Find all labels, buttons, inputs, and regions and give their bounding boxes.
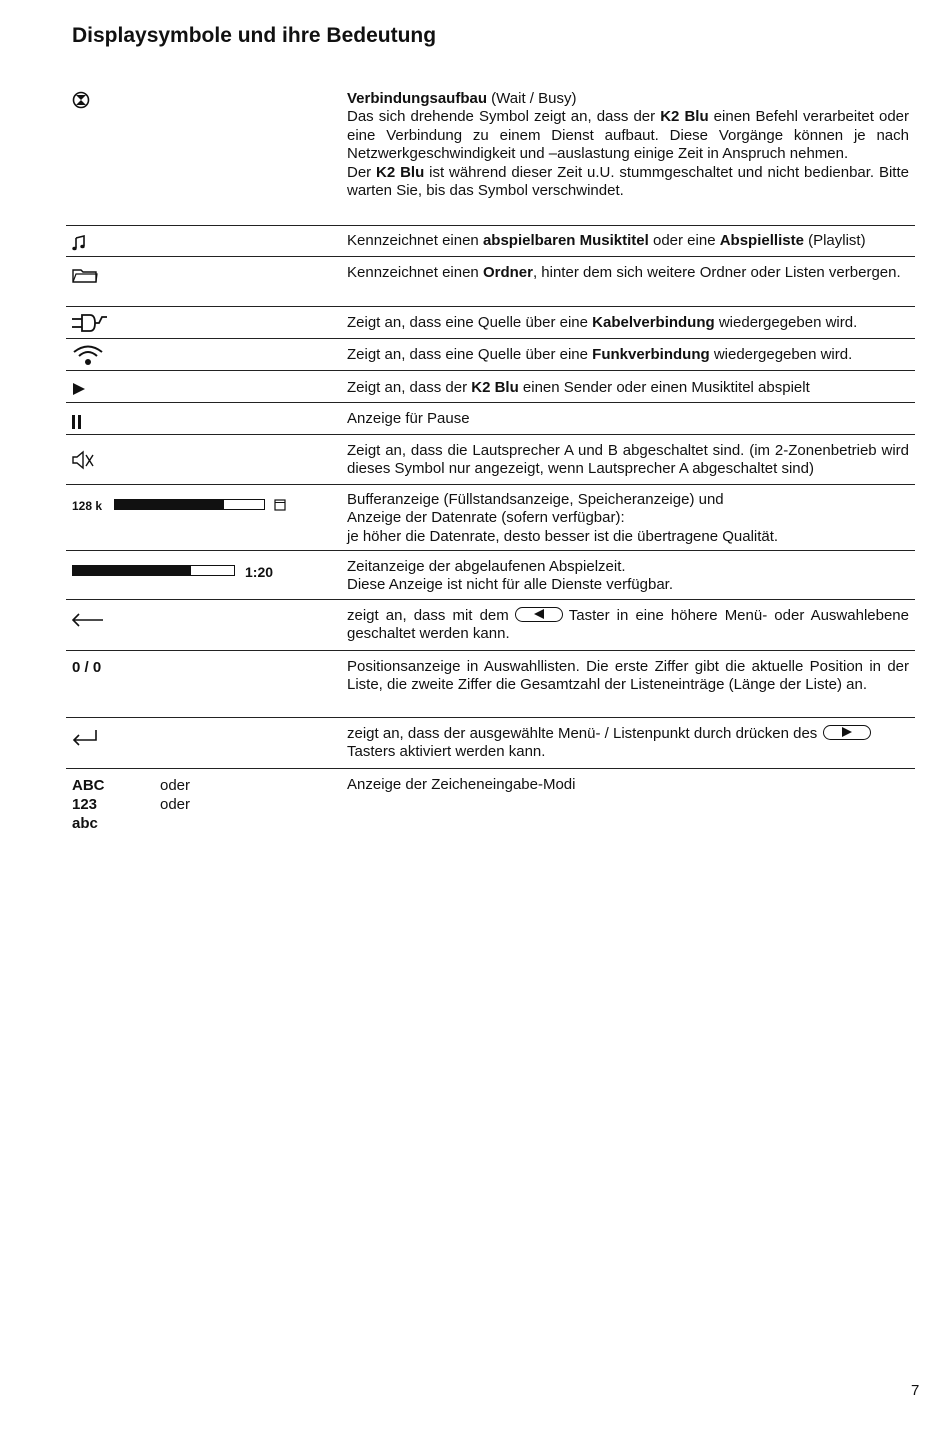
oder-labels: oder oder [160,777,191,813]
symbol-description: Bufferanzeige (Füllstandsanzeige, Speicheranzeige) und Anzeige der Datenrate (sofern verfügbar): je höher die Datenrate, desto besser ist die übertragene Qualität. [347,491,779,545]
pause-icon [72,415,82,434]
symbol-row-enter [66,717,915,769]
symbol-row-mute [66,434,915,485]
buffer-bar-fill [115,500,224,509]
symbol-row-buffer [66,484,915,551]
speaker-muted-icon [72,450,94,475]
memory-icon [274,498,286,516]
symbol-description: Zeitanzeige der abgelaufenen Abspielzeit. Diese Anzeige ist nicht für alle Dienste verfügbar. [347,558,674,594]
arrow-left-icon [72,613,104,632]
symbol-row-wifi [66,338,915,371]
time-bar [72,565,235,576]
symbol-description: zeigt an, dass der ausgewählte Menü- / Listenpunkt durch drücken des Tasters aktiviert werden kann. [347,725,909,762]
symbol-description: Zeigt an, dass eine Quelle über eine Kabelverbindung wiedergegeben wird. [347,314,858,331]
symbol-description: Anzeige für Pause [347,410,470,427]
symbol-description: Zeigt an, dass die Lautsprecher A und B abgeschaltet sind. (im 2-Zonenbetrieb wird dieses Symbol nur angezeigt, wenn Lautsprecher A abgeschaltet sind) [347,442,909,478]
symbol-description: Kennzeichnet einen abspielbaren Musiktitel oder eine Abspielliste (Playlist) [347,232,866,249]
left-button-icon [515,607,563,622]
symbol-description: Positionsanzeige in Auswahllisten. Die erste Ziffer gibt die aktuelle Position in der Liste, die zweite Ziffer die Gesamtzahl der Listeneinträge (Länge der Liste) an. [347,658,909,694]
symbol-row-input-modes [66,768,915,838]
page-number: 7 [911,1382,920,1399]
data-rate-label: 128 k [72,499,103,513]
page-title: Displaysymbole und ihre Bedeutung [72,24,437,47]
elapsed-time-label: 1:20 [245,564,274,580]
symbol-row-cable [66,306,915,339]
symbol-description: zeigt an, dass mit dem Taster in eine höhere Menü- oder Auswahlebene geschaltet werden kann. [347,607,909,643]
right-button-icon [823,725,871,740]
play-icon [72,382,86,401]
symbol-row-music [66,225,915,257]
wifi-icon [72,344,104,371]
folder-icon [72,268,98,289]
symbol-row-busy [66,88,915,226]
time-bar-fill [73,566,191,575]
symbol-row-position [66,650,915,718]
position-indicator: 0 / 0 [72,659,102,676]
enter-return-icon [72,729,98,752]
symbol-row-back [66,599,915,651]
symbol-description: Anzeige der Zeicheneingabe-Modi [347,776,576,793]
symbol-description: Zeigt an, dass eine Quelle über eine Funkverbindung wiedergegeben wird. [347,346,853,363]
symbol-row-pause [66,402,915,435]
symbol-description: Verbindungsaufbau (Wait / Busy) Das sich drehende Symbol zeigt an, dass der K2 Blu einen Befehl verarbeitet oder eine Verbindung zu einem Dienst aufbaut. Diese Vorgänge können je nach Netzwerkgeschwindigkeit und –auslastung einige Zeit in Anspruch nehmen. Der K2 Blu ist während dieser Zeit u.U. stummgeschaltet und nicht bedienbar. Bitte warten Sie, bis das Symbol verschwindet. [347,90,910,200]
symbol-row-time [66,550,915,600]
symbol-description: Zeigt an, dass der K2 Blu einen Sender oder einen Musiktitel abspielt [347,379,810,396]
symbol-row-play [66,370,915,403]
input-mode-list: ABC 123 abc [72,777,105,832]
cable-plug-icon [72,313,108,338]
buffer-bar [114,499,265,510]
hourglass-busy-icon [72,91,90,114]
symbol-description: Kennzeichnet einen Ordner, hinter dem sich weitere Ordner oder Listen verbergen. [347,264,901,281]
symbol-row-folder [66,256,915,307]
music-note-icon [72,235,86,256]
